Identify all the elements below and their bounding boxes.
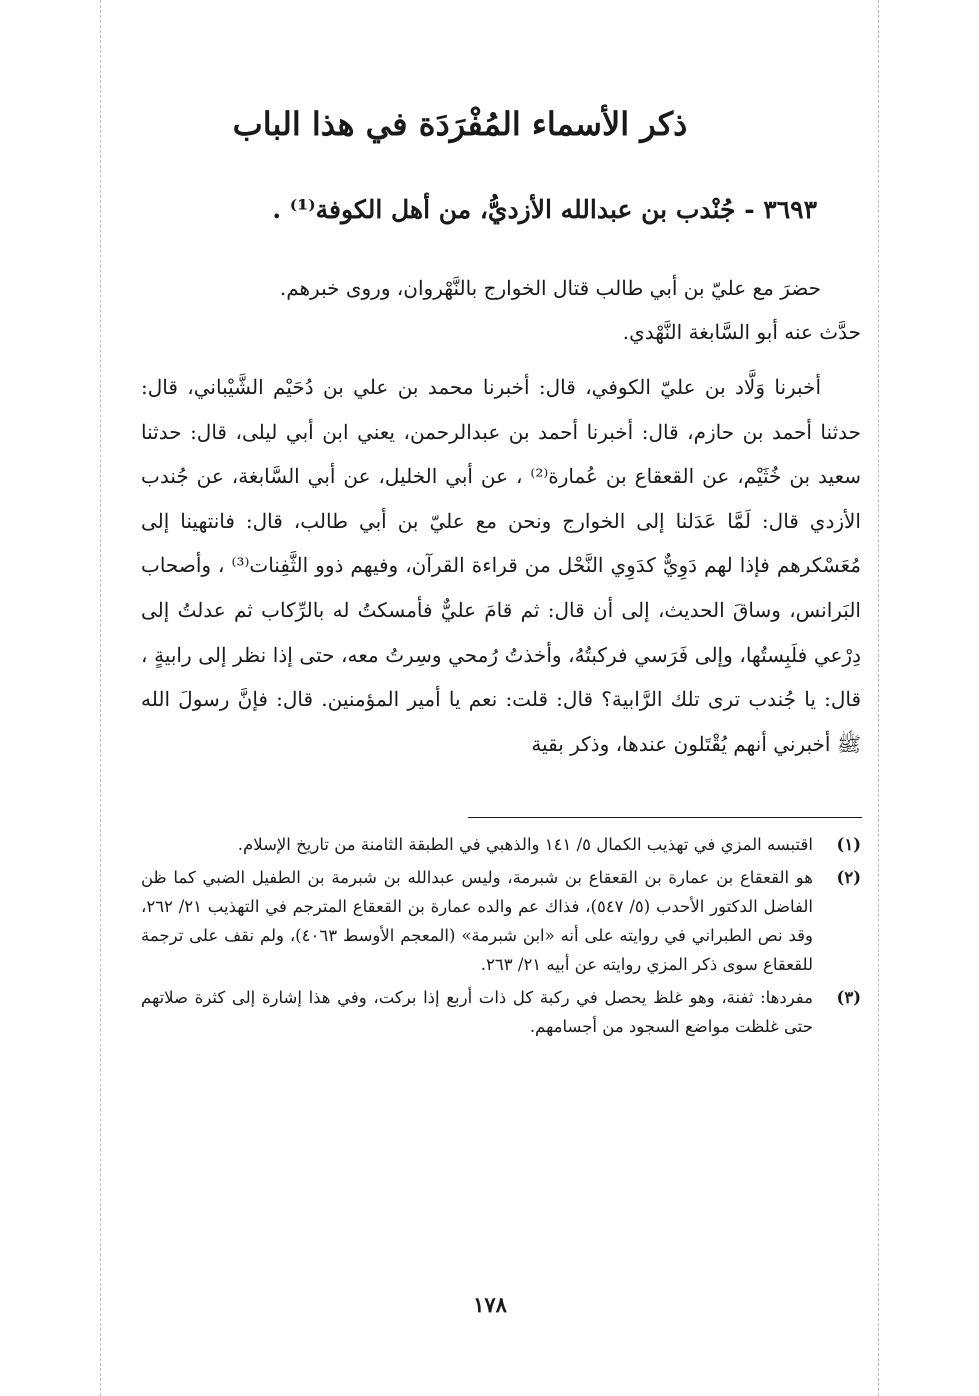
body-text xyxy=(141,365,861,766)
footnote-text: اقتبسه المزي في تهذيب الكمال ٥/ ١٤١ والذهبي في الطبقة الثامنة من تاريخ الإسلام. xyxy=(237,835,813,854)
intro-line-1: حضرَ مع عليّ بن أبي طالب قتال الخوارج بالنَّهْروان، وروى خبرهم. xyxy=(279,276,821,300)
scan-margin-right xyxy=(878,0,879,1396)
section-title: ذكر الأسماء المُفْرَدَة في هذا الباب xyxy=(232,105,688,143)
footnote-text: هو القعقاع بن عمارة بن القعقاع بن شبرمة، وليس عبدالله بن شبرمة بن الطفيل الضبي كما ظن الفاضل الدكتور الأحدب (٥/ ٥٤٧)، فذاك عم والده عمارة بن القعقاع المترجم في التهذيب ٢١/ ٢٦٢، وقد نص الطبراني في روايته على أنه «ابن شبرمة» (المعجم الأوسط ٤٠٦٣)، ولم نقف على ترجمة للقعقاع سوى ذكر المزي روايته عن أبيه ٢١/ ٢٦٣. xyxy=(141,868,813,974)
scan-margin-left xyxy=(100,0,101,1396)
entry-intro xyxy=(153,266,861,354)
page-number: ١٧٨ xyxy=(473,1292,507,1317)
footnote-divider xyxy=(468,817,862,818)
body-paragraph: أخبرنا وَلَّاد بن عليّ الكوفي، قال: أخبرنا محمد بن علي بن دُحَيْم الشَّيْباني، قال: حدثنا أحمد بن حازم، قال: أخبرنا أحمد بن عبدالرحمن، يعني ابن أبي ليلى، قال: حدثنا سعيد بن خُثَيْم، عن القعقاع بن عُمارة⁽²⁾ ، عن أبي الخليل، عن أبي السَّابغة، عن جُندب الأزدي قال: لَمَّا عَدَلنا إلى الخوارج ونحن مع عليّ بن أبي طالب، قال: فانتهينا إلى مُعَسْكرهم فإذا لهم دَوِيٌّ كدَوِي النَّحْل من قراءة القرآن، وفيهم ذوو الثَّفِنات⁽³⁾ ، وأصحاب البَرانس، وساقَ الحديث، إلى أن قال: ثم قامَ عليٌّ فأمسكتُ له بالرِّكاب ثم عدلتُ إلى دِرْعي فلَبِستُها، وإلى فَرَسي فركبتُهُ، وأخذتُ رُمحي وسِرتُ معه، حتى إذا نظر إلى رابيةٍ ، قال: يا جُندب ترى تلك الرَّابية؟ قال: قلت: نعم يا أمير المؤمنين. قال: فإنَّ رسولَ الله ﷺ أخبرني أنهم يُقْتَلون عندها، وذكر بقية xyxy=(141,375,861,756)
entry-heading: ٣٦٩٣ - جُنْدب بن عبدالله الأزديُّ، من أهل الكوفة⁽¹⁾ . xyxy=(272,195,817,224)
footnote-2 xyxy=(141,863,861,979)
footnote-3 xyxy=(141,983,861,1041)
footnote-number: (٢) xyxy=(836,868,861,887)
footnote-number: (١) xyxy=(836,835,861,854)
footnote-text: مفردها: ثفنة، وهو غلظ يحصل في ركبة كل ذات أربع إذا بركت، وفي هذا إشارة إلى كثرة صلاتهم حتى غلظت مواضع السجود من أجسامهم. xyxy=(141,988,813,1036)
footnotes xyxy=(141,830,861,1045)
intro-line-2: حدَّث عنه أبو السَّابغة النَّهْدي. xyxy=(622,320,861,344)
footnote-1 xyxy=(141,830,861,859)
footnote-number: (٣) xyxy=(836,988,861,1007)
